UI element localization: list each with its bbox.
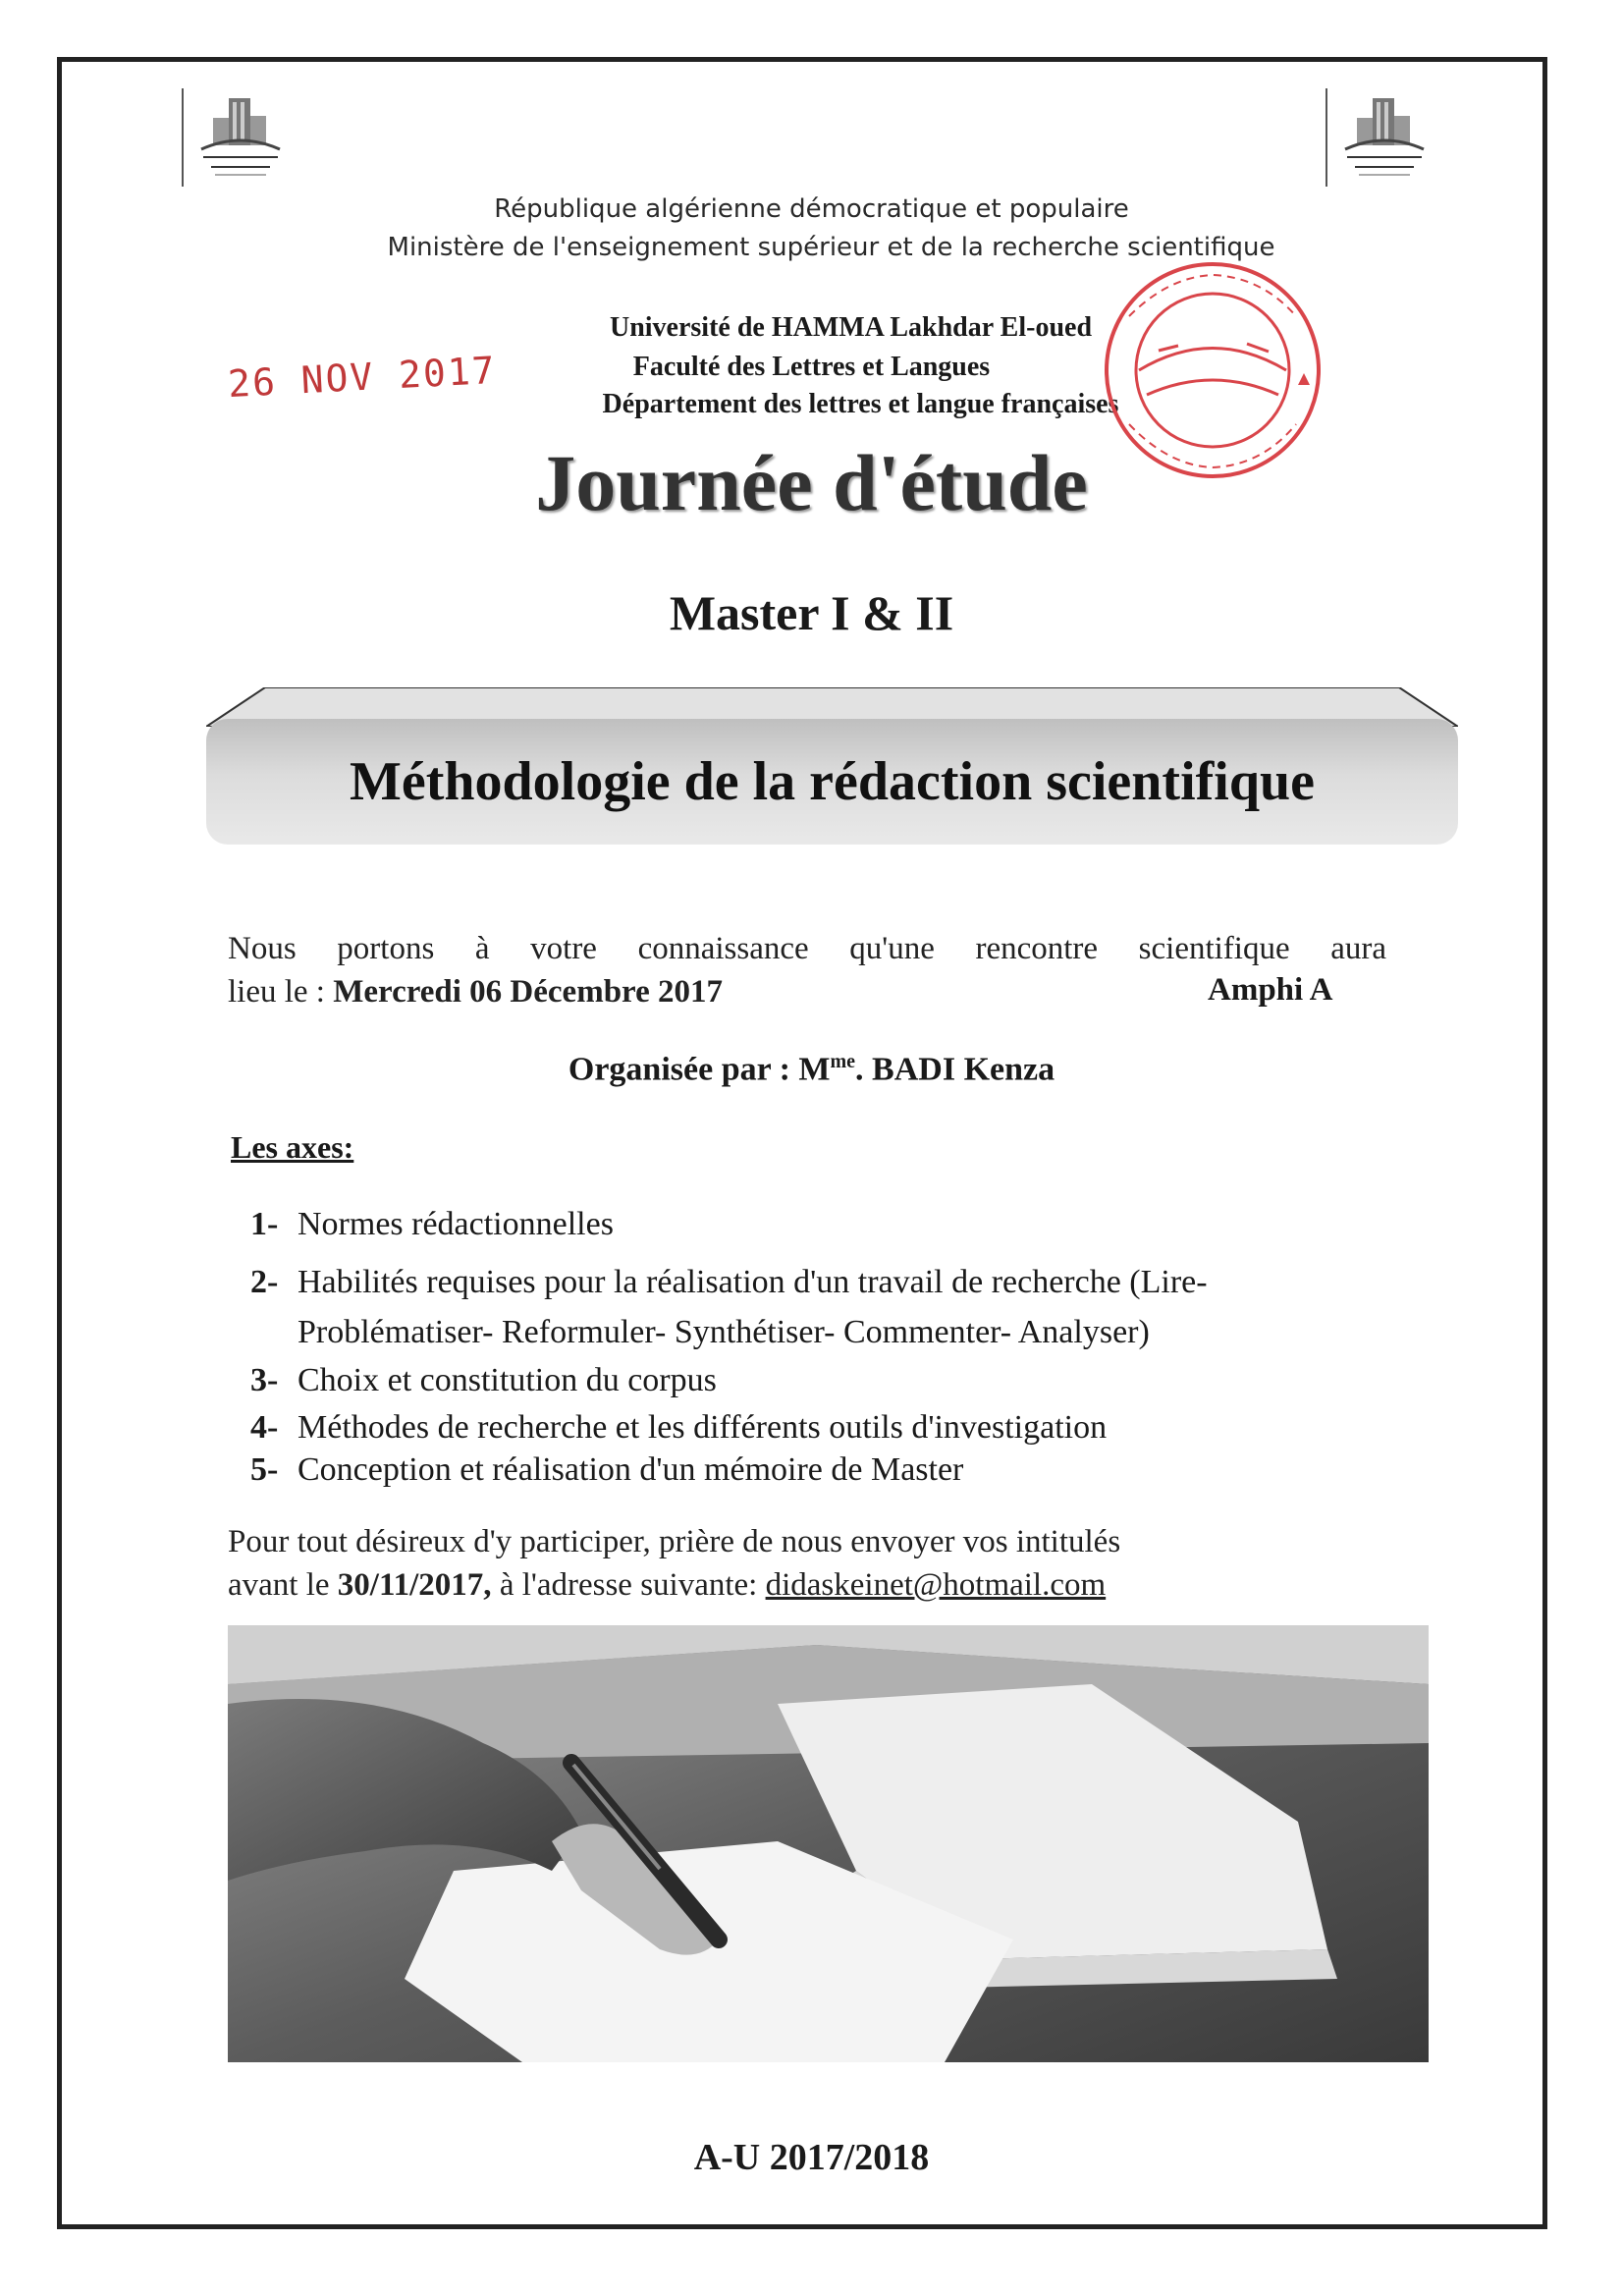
republic-line: République algérienne démocratique et populaire xyxy=(494,194,1129,224)
participation-line-1: Pour tout désireux d'y participer, prière de nous envoyer vos intitulés xyxy=(228,1524,1121,1559)
list-item-number: 5- xyxy=(250,1451,279,1488)
list-item xyxy=(250,1357,1380,1404)
list-item xyxy=(250,1201,1380,1248)
event-date: Mercredi 06 Décembre 2017 xyxy=(333,974,723,1010)
participation-line-2 xyxy=(228,1563,1406,1607)
list-item-text: Conception et réalisation d'un mémoire de Master xyxy=(298,1451,964,1488)
event-place: Amphi A xyxy=(1208,972,1333,1008)
academic-year: A-U 2017/2018 xyxy=(693,2137,930,2178)
writing-hand-image xyxy=(228,1625,1429,2062)
list-item xyxy=(250,1404,1380,1451)
intro-line-2 xyxy=(228,970,1357,1013)
deadline-date: 30/11/2017, xyxy=(337,1567,492,1603)
list-item-continuation: Problématiser- Reformuler- Synthétiser- Commenter- Analyser) xyxy=(298,1314,1150,1350)
list-item-number: 2- xyxy=(250,1264,279,1300)
list-item xyxy=(250,1447,1380,1494)
organiser-prefix: Organisée par : M xyxy=(568,1051,831,1088)
organiser-name: . BADI Kenza xyxy=(855,1051,1055,1088)
organiser-title-sup: me xyxy=(830,1051,856,1072)
list-item-text: Méthodes de recherche et les différents outils d'investigation xyxy=(298,1409,1108,1446)
intro-line-1: Nous portons à votre connaissance qu'une rencontre scientifique aura xyxy=(228,931,1386,966)
list-item-text: Normes rédactionnelles xyxy=(298,1206,614,1242)
axes-title: Les axes: xyxy=(231,1129,354,1165)
faculty-name: Faculté des Lettres et Langues xyxy=(632,352,991,382)
contact-email-link[interactable]: didaskeinet@hotmail.com xyxy=(765,1567,1107,1603)
address-label: à l'adresse suivante: xyxy=(491,1567,766,1603)
banner-box xyxy=(206,719,1458,845)
list-item xyxy=(250,1259,1380,1306)
university-logo-left xyxy=(182,88,290,187)
list-item-number: 1- xyxy=(250,1206,279,1242)
writing-hand-photo xyxy=(228,1625,1429,2062)
list-item-number: 4- xyxy=(250,1409,279,1446)
banner-text: Méthodologie de la rédaction scientifique xyxy=(349,751,1315,812)
university-name: Université de HAMMA Lakhdar El-oued xyxy=(609,312,1093,343)
organiser-line xyxy=(0,1051,1623,1088)
university-logo-icon xyxy=(1335,88,1434,187)
date-stamp: 26 NOV 2017 xyxy=(227,348,498,407)
page-title: Journée d'étude xyxy=(535,438,1088,527)
ministry-line: Ministère de l'enseignement supérieur et de la recherche scientifique xyxy=(387,233,1275,262)
university-logo-icon xyxy=(191,88,290,187)
department-name: Département des lettres et langue françaises xyxy=(602,389,1119,419)
university-logo-right xyxy=(1325,88,1434,187)
topic-banner xyxy=(206,687,1458,845)
page-subtitle: Master I & II xyxy=(669,585,954,640)
list-item-text: Habilités requises pour la réalisation d'un travail de recherche (Lire- xyxy=(298,1264,1208,1300)
deadline-prefix: avant le xyxy=(228,1567,338,1603)
list-item-number: 3- xyxy=(250,1362,279,1398)
list-item-text: Choix et constitution du corpus xyxy=(298,1362,717,1398)
intro-prefix: lieu le : xyxy=(228,974,334,1010)
